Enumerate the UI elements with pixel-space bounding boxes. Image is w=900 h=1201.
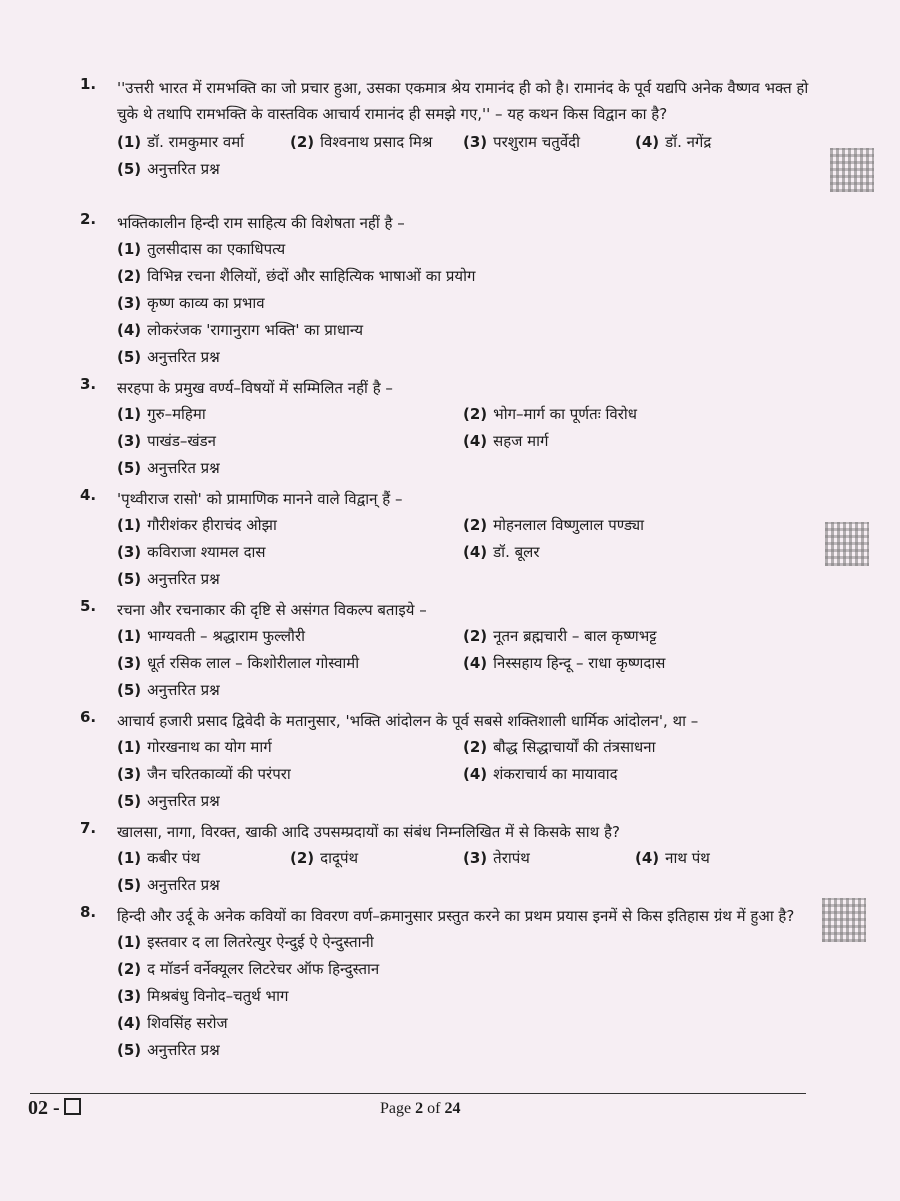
options-row [80, 156, 810, 183]
option-3: (3) कविराजा श्यामल दास [117, 543, 266, 561]
options-row [80, 623, 810, 650]
question-text: खालसा, नागा, विरक्त, खाकी आदि उपसम्प्रदायों का संबंध निम्नलिखित में से किसके साथ है? [117, 823, 620, 841]
options-row [80, 290, 810, 317]
question-number: 8. [80, 903, 97, 921]
options-row [80, 956, 810, 983]
question-1 [80, 75, 810, 183]
option-2: (2) विश्वनाथ प्रसाद मिश्र [290, 133, 433, 151]
question-8 [80, 903, 810, 1064]
options-row [80, 566, 810, 593]
option-1: (1) इस्तवार द ला लितरेत्युर ऐन्दुई ऐ ऐन्दुस्तानी [117, 933, 374, 951]
options-row [80, 845, 810, 872]
page-number: Page 2 of 24 [380, 1100, 461, 1117]
question-2 [80, 210, 810, 371]
options-row [80, 539, 810, 566]
option-5: (5) अनुत्तरित प्रश्न [117, 348, 220, 366]
option-5: (5) अनुत्तरित प्रश्न [117, 570, 220, 588]
options-row [80, 129, 810, 156]
qr-code-mark [830, 148, 874, 192]
options-row [80, 1037, 810, 1064]
option-2: (2) दादूपंथ [290, 849, 359, 867]
options-row [80, 761, 810, 788]
question-7 [80, 819, 810, 899]
footer-divider [30, 1093, 806, 1094]
booklet-code: 02 - [28, 1097, 81, 1120]
question-number: 4. [80, 486, 97, 504]
option-5: (5) अनुत्तरित प्रश्न [117, 160, 220, 178]
options-row [80, 1010, 810, 1037]
option-1: (1) गोरखनाथ का योग मार्ग [117, 738, 272, 756]
option-5: (5) अनुत्तरित प्रश्न [117, 459, 220, 477]
question-text: रचना और रचनाकार की दृष्टि से असंगत विकल्प बताइये – [117, 601, 427, 619]
options-row [80, 344, 810, 371]
question-number: 5. [80, 597, 97, 615]
option-2: (2) भोग–मार्ग का पूर्णतः विरोध [463, 405, 637, 423]
option-1: (1) डॉ. रामकुमार वर्मा [117, 133, 245, 151]
question-number: 7. [80, 819, 97, 837]
option-4: (4) नाथ पंथ [635, 849, 710, 867]
question-5 [80, 597, 810, 704]
question-text: 'पृथ्वीराज रासो' को प्रामाणिक मानने वाले विद्वान् हैं – [117, 490, 403, 508]
options-row [80, 872, 810, 899]
question-number: 1. [80, 75, 97, 93]
option-4: (4) लोकरंजक 'रागानुराग भक्ति' का प्राधान्य [117, 321, 364, 339]
options-row [80, 983, 810, 1010]
options-row [80, 677, 810, 704]
option-4: (4) शिवसिंह सरोज [117, 1014, 228, 1032]
options-row [80, 929, 810, 956]
option-2: (2) बौद्ध सिद्धाचार्यों की तंत्रसाधना [463, 738, 656, 756]
options-row [80, 236, 810, 263]
option-3: (3) कृष्ण काव्य का प्रभाव [117, 294, 265, 312]
option-4: (4) शंकराचार्य का मायावाद [463, 765, 618, 783]
question-text: ''उत्तरी भारत में रामभक्ति का जो प्रचार हुआ, उसका एकमात्र श्रेय रामानंद ही को है। रामानंद के पूर्व यद्यपि अनेक वैष्णव भक्त हो चुके थे तथापि रामभक्ति के वास्तविक आचार्य रामानंद ही समझे गए,'' – यह कथन किस विद्वान का है? [117, 79, 809, 123]
question-number: 3. [80, 375, 97, 393]
option-3: (3) जैन चरितकाव्यों की परंपरा [117, 765, 291, 783]
question-text: आचार्य हजारी प्रसाद द्विवेदी के मतानुसार, 'भक्ति आंदोलन के पूर्व सबसे शक्तिशाली धार्मिक आंदोलन', था – [117, 712, 699, 730]
options-row [80, 512, 810, 539]
qr-code-mark [825, 522, 869, 566]
qr-code-mark [822, 898, 866, 942]
option-5: (5) अनुत्तरित प्रश्न [117, 792, 220, 810]
option-4: (4) सहज मार्ग [463, 432, 549, 450]
option-2: (2) विभिन्न रचना शैलियों, छंदों और साहित्यिक भाषाओं का प्रयोग [117, 267, 476, 285]
option-3: (3) परशुराम चतुर्वेदी [463, 133, 581, 151]
option-2: (2) नूतन ब्रह्मचारी – बाल कृष्णभट्ट [463, 627, 657, 645]
options-row [80, 734, 810, 761]
question-text: हिन्दी और उर्दू के अनेक कवियों का विवरण वर्ण–क्रमानुसार प्रस्तुत करने का प्रथम प्रयास इनमें से किस इतिहास ग्रंथ में हुआ है? [117, 907, 795, 925]
option-1: (1) भाग्यवती – श्रद्धाराम फुल्लौरी [117, 627, 305, 645]
option-4: (4) डॉ. नगेंद्र [635, 133, 712, 151]
option-4: (4) डॉ. बूलर [463, 543, 540, 561]
option-1: (1) तुलसीदास का एकाधिपत्य [117, 240, 286, 258]
options-row [80, 317, 810, 344]
option-3: (3) धूर्त रसिक लाल – किशोरीलाल गोस्वामी [117, 654, 360, 672]
question-text: सरहपा के प्रमुख वर्ण्य–विषयों में सम्मिलित नहीं है – [117, 379, 393, 397]
option-5: (5) अनुत्तरित प्रश्न [117, 1041, 220, 1059]
option-3: (3) मिश्रबंधु विनोद–चतुर्थ भाग [117, 987, 289, 1005]
question-4 [80, 486, 810, 593]
option-2: (2) द मॉडर्न वर्नेक्यूलर लिटरेचर ऑफ हिन्दुस्तान [117, 960, 380, 978]
option-3: (3) पाखंड–खंडन [117, 432, 216, 450]
options-row [80, 455, 810, 482]
question-text: भक्तिकालीन हिन्दी राम साहित्य की विशेषता नहीं है – [117, 214, 405, 232]
option-3: (3) तेरापंथ [463, 849, 530, 867]
checkbox-square-icon [64, 1098, 81, 1115]
option-1: (1) कबीर पंथ [117, 849, 201, 867]
options-row [80, 401, 810, 428]
options-row [80, 263, 810, 290]
question-3 [80, 375, 810, 482]
option-5: (5) अनुत्तरित प्रश्न [117, 876, 220, 894]
question-number: 2. [80, 210, 97, 228]
options-row [80, 428, 810, 455]
option-5: (5) अनुत्तरित प्रश्न [117, 681, 220, 699]
option-2: (2) मोहनलाल विष्णुलाल पण्ड्या [463, 516, 645, 534]
options-row [80, 650, 810, 677]
question-number: 6. [80, 708, 97, 726]
question-6 [80, 708, 810, 815]
option-4: (4) निस्सहाय हिन्दू – राधा कृष्णदास [463, 654, 666, 672]
option-1: (1) गुरु–महिमा [117, 405, 206, 423]
options-row [80, 788, 810, 815]
option-1: (1) गौरीशंकर हीराचंद ओझा [117, 516, 277, 534]
